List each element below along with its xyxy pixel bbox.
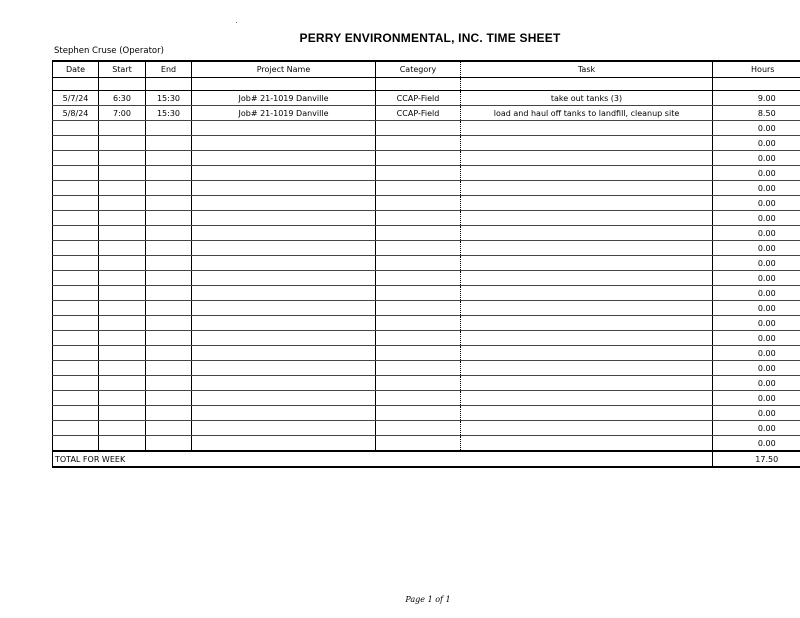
entry-category	[376, 196, 461, 211]
entry-end	[146, 241, 192, 256]
entry-hours: 0.00	[713, 226, 800, 241]
entry-task	[461, 331, 713, 346]
entry-category	[376, 421, 461, 436]
entry-project	[192, 271, 376, 286]
entry-hours: 0.00	[713, 406, 800, 421]
column-header-project: Project Name	[192, 61, 376, 78]
table-row	[53, 136, 800, 151]
entry-end	[146, 421, 192, 436]
entry-date	[53, 211, 99, 226]
entry-task	[461, 421, 713, 436]
entry-date	[53, 436, 99, 452]
entry-hours: 0.00	[713, 181, 800, 196]
entry-project	[192, 421, 376, 436]
entry-project	[192, 211, 376, 226]
entry-task	[461, 211, 713, 226]
entry-category: CCAP-Field	[376, 106, 461, 121]
entry-hours: 0.00	[713, 211, 800, 226]
entry-task	[461, 136, 713, 151]
table-row	[53, 331, 800, 346]
entry-hours: 0.00	[713, 346, 800, 361]
spacer-row	[53, 78, 800, 91]
table-row	[53, 361, 800, 376]
table-row	[53, 316, 800, 331]
entry-task	[461, 286, 713, 301]
column-header-start: Start	[99, 61, 146, 78]
entry-task	[461, 346, 713, 361]
table-row	[53, 436, 800, 452]
entry-start	[99, 271, 146, 286]
table-row	[53, 421, 800, 436]
entry-category	[376, 241, 461, 256]
entry-end	[146, 256, 192, 271]
entry-task	[461, 316, 713, 331]
entry-category	[376, 391, 461, 406]
entry-date	[53, 421, 99, 436]
entry-end	[146, 166, 192, 181]
entry-start	[99, 361, 146, 376]
entry-start	[99, 286, 146, 301]
entry-date	[53, 391, 99, 406]
entry-project	[192, 316, 376, 331]
entry-start	[99, 316, 146, 331]
entry-category	[376, 226, 461, 241]
entry-date	[53, 121, 99, 136]
entry-start	[99, 406, 146, 421]
table-row	[53, 406, 800, 421]
entry-category	[376, 166, 461, 181]
entry-category	[376, 151, 461, 166]
entry-category	[376, 331, 461, 346]
entry-category	[376, 271, 461, 286]
entry-hours: 0.00	[713, 136, 800, 151]
entry-start	[99, 181, 146, 196]
entry-date	[53, 151, 99, 166]
table-row	[53, 106, 800, 121]
entry-hours: 0.00	[713, 241, 800, 256]
entry-hours: 0.00	[713, 271, 800, 286]
page-title: PERRY ENVIRONMENTAL, INC. TIME SHEET	[299, 31, 561, 45]
entry-start	[99, 226, 146, 241]
entry-date	[53, 331, 99, 346]
entry-task	[461, 151, 713, 166]
entry-project	[192, 241, 376, 256]
entry-end: 15:30	[146, 91, 192, 106]
table-row	[53, 211, 800, 226]
entry-category	[376, 316, 461, 331]
entry-date	[53, 241, 99, 256]
entry-task	[461, 271, 713, 286]
entry-category	[376, 286, 461, 301]
entry-project	[192, 256, 376, 271]
entry-end	[146, 391, 192, 406]
table-row	[53, 91, 800, 106]
table-row	[53, 226, 800, 241]
entry-task	[461, 406, 713, 421]
entry-hours: 0.00	[713, 421, 800, 436]
entry-hours: 0.00	[713, 151, 800, 166]
entry-date	[53, 136, 99, 151]
entry-hours: 0.00	[713, 121, 800, 136]
entry-end	[146, 316, 192, 331]
column-header-task: Task	[461, 61, 713, 78]
table-row	[53, 151, 800, 166]
entry-category	[376, 406, 461, 421]
entry-project	[192, 136, 376, 151]
entry-date	[53, 406, 99, 421]
entry-end	[146, 301, 192, 316]
entry-end	[146, 121, 192, 136]
entry-start	[99, 241, 146, 256]
entry-hours: 0.00	[713, 376, 800, 391]
entry-hours: 0.00	[713, 196, 800, 211]
entry-date	[53, 256, 99, 271]
entry-category	[376, 436, 461, 452]
entry-category	[376, 346, 461, 361]
entry-project: Job# 21-1019 Danville	[192, 106, 376, 121]
entry-date	[53, 286, 99, 301]
entry-category	[376, 121, 461, 136]
entry-start	[99, 136, 146, 151]
entry-start	[99, 301, 146, 316]
table-row	[53, 181, 800, 196]
entry-task	[461, 361, 713, 376]
entry-start	[99, 211, 146, 226]
entry-hours: 0.00	[713, 286, 800, 301]
entry-category	[376, 136, 461, 151]
table-row	[53, 271, 800, 286]
entry-end	[146, 196, 192, 211]
entry-task: load and haul off tanks to landfill, cleanup site	[461, 106, 713, 121]
total-row	[53, 451, 800, 467]
table-row	[53, 241, 800, 256]
entry-project	[192, 166, 376, 181]
header-row	[53, 61, 800, 78]
entry-task	[461, 256, 713, 271]
entry-hours: 0.00	[713, 256, 800, 271]
entry-task	[461, 121, 713, 136]
entry-project	[192, 181, 376, 196]
entry-hours: 0.00	[713, 316, 800, 331]
table-row	[53, 196, 800, 211]
total-label: TOTAL FOR WEEK	[53, 451, 713, 467]
table-row	[53, 166, 800, 181]
entry-hours: 0.00	[713, 301, 800, 316]
entry-hours: 9.00	[713, 91, 800, 106]
entry-task	[461, 436, 713, 452]
entry-task	[461, 196, 713, 211]
entry-end	[146, 271, 192, 286]
entry-hours: 0.00	[713, 331, 800, 346]
entry-hours: 8.50	[713, 106, 800, 121]
scan-speck	[236, 22, 237, 23]
entry-end	[146, 376, 192, 391]
entry-start	[99, 151, 146, 166]
entry-end	[146, 286, 192, 301]
table-row	[53, 376, 800, 391]
table-row	[53, 256, 800, 271]
entry-category	[376, 181, 461, 196]
entry-end	[146, 151, 192, 166]
entry-start	[99, 166, 146, 181]
table-row	[53, 301, 800, 316]
entry-start	[99, 391, 146, 406]
entry-project	[192, 391, 376, 406]
entry-category: CCAP-Field	[376, 91, 461, 106]
entry-start	[99, 436, 146, 452]
entry-start	[99, 376, 146, 391]
employee-name: Stephen Cruse (Operator)	[54, 46, 164, 56]
entry-category	[376, 301, 461, 316]
column-header-end: End	[146, 61, 192, 78]
total-hours: 17.50	[713, 451, 800, 467]
entry-category	[376, 256, 461, 271]
entry-hours: 0.00	[713, 391, 800, 406]
entry-date: 5/8/24	[53, 106, 99, 121]
column-header-date: Date	[53, 61, 99, 78]
entry-date	[53, 226, 99, 241]
entry-date	[53, 376, 99, 391]
entry-task	[461, 301, 713, 316]
entry-project	[192, 436, 376, 452]
entry-task	[461, 226, 713, 241]
entry-project	[192, 121, 376, 136]
entry-end	[146, 331, 192, 346]
entry-start: 6:30	[99, 91, 146, 106]
entry-start	[99, 196, 146, 211]
entry-hours: 0.00	[713, 361, 800, 376]
entry-project	[192, 346, 376, 361]
entry-date: 5/7/24	[53, 91, 99, 106]
entry-end	[146, 406, 192, 421]
entry-date	[53, 346, 99, 361]
entry-date	[53, 166, 99, 181]
entry-start	[99, 421, 146, 436]
entry-date	[53, 316, 99, 331]
entry-date	[53, 361, 99, 376]
entry-hours: 0.00	[713, 436, 800, 452]
entry-end	[146, 181, 192, 196]
entry-project	[192, 196, 376, 211]
entry-start	[99, 331, 146, 346]
column-header-hours: Hours	[713, 61, 800, 78]
entry-date	[53, 301, 99, 316]
table-row	[53, 346, 800, 361]
entry-task	[461, 181, 713, 196]
entry-start	[99, 346, 146, 361]
entry-task: take out tanks (3)	[461, 91, 713, 106]
entry-end	[146, 226, 192, 241]
entry-project	[192, 151, 376, 166]
entry-task	[461, 376, 713, 391]
table-row	[53, 391, 800, 406]
entry-end	[146, 346, 192, 361]
entry-category	[376, 361, 461, 376]
entry-project	[192, 226, 376, 241]
entry-date	[53, 271, 99, 286]
column-header-category: Category	[376, 61, 461, 78]
entry-end	[146, 136, 192, 151]
table-row	[53, 286, 800, 301]
entry-project	[192, 376, 376, 391]
entry-end: 15:30	[146, 106, 192, 121]
timesheet-table	[52, 60, 800, 475]
entry-project	[192, 301, 376, 316]
entry-task	[461, 166, 713, 181]
entry-start	[99, 256, 146, 271]
entry-project	[192, 286, 376, 301]
entry-category	[376, 211, 461, 226]
entry-end	[146, 211, 192, 226]
entry-task	[461, 241, 713, 256]
entry-start	[99, 121, 146, 136]
entry-project	[192, 406, 376, 421]
table-row	[53, 121, 800, 136]
entry-start: 7:00	[99, 106, 146, 121]
entry-task	[461, 391, 713, 406]
entry-date	[53, 196, 99, 211]
entry-category	[376, 376, 461, 391]
entry-hours: 0.00	[713, 166, 800, 181]
entry-project	[192, 361, 376, 376]
entry-end	[146, 436, 192, 452]
entry-date	[53, 181, 99, 196]
page-number: Page 1 of 1	[405, 595, 451, 604]
entry-project	[192, 331, 376, 346]
entry-end	[146, 361, 192, 376]
entry-project: Job# 21-1019 Danville	[192, 91, 376, 106]
